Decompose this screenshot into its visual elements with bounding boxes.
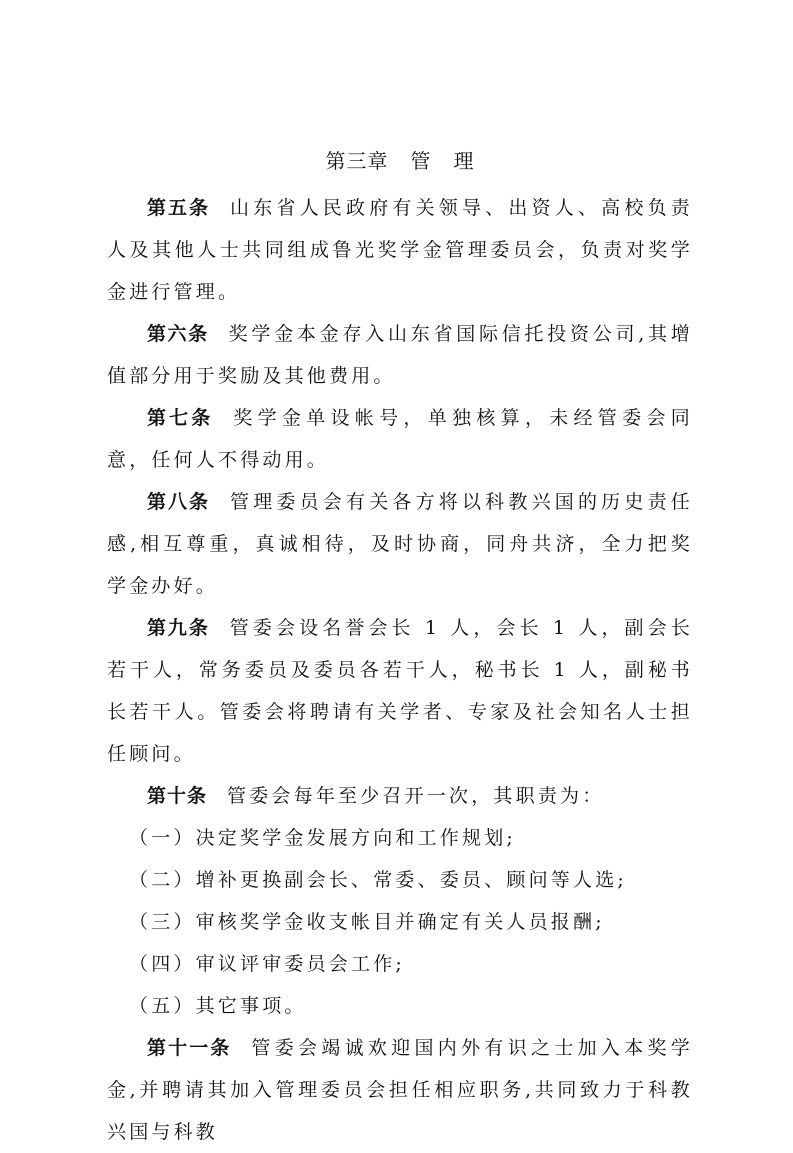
- article-11: [107, 1027, 693, 1153]
- article-text: 管委会每年至少召开一次，其职责为：: [227, 785, 605, 807]
- article-label: 第八条: [147, 491, 210, 513]
- article-text: 山东省人民政府有关领导、出资人、高校负责人及其他人士共同组成鲁光奖学金管理委员会，负责对奖学金进行管理。: [107, 197, 693, 303]
- chapter-number: 第三章: [325, 149, 389, 173]
- duty-item-5: （五）其它事项。: [129, 995, 307, 1017]
- article-text: 奖学金本金存入山东省国际信托投资公司,其增值部分用于奖励及其他费用。: [107, 323, 693, 387]
- article-7: [107, 397, 693, 481]
- duty-item-4: （四）审议评审委员会工作;: [129, 953, 406, 975]
- duty-item-3: （三）审核奖学金收支帐目并确定有关人员报酬;: [129, 911, 605, 933]
- article-label: 第六条: [147, 323, 209, 345]
- article-text: 管理委员会有关各方将以科教兴国的历史责任感,相互尊重，真诚相待，及时协商，同舟共济，全力把奖学金办好。: [107, 491, 693, 597]
- chapter-name-char-2: 理: [453, 149, 475, 173]
- document-page: [107, 145, 693, 1153]
- duty-item-1: （一）决定奖学金发展方向和工作规划;: [129, 827, 517, 849]
- chapter-name-char-1: 管: [410, 149, 432, 173]
- article-5: [107, 187, 693, 313]
- article-text: 奖学金单设帐号，单独核算，未经管委会同意，任何人不得动用。: [107, 407, 693, 471]
- article-text: 管委会设名誉会长 1 人，会长 1 人，副会长若干人，常务委员及委员各若干人，秘书长 1 人，副秘书长若干人。管委会将聘请有关学者、专家及社会知名人士担任顾问。: [107, 617, 693, 765]
- article-8: [107, 481, 693, 607]
- duty-item-2: （二）增补更换副会长、常委、委员、顾问等人选;: [129, 869, 628, 891]
- article-label: 第七条: [147, 407, 214, 429]
- article-6: [107, 313, 693, 397]
- chapter-title: [107, 145, 693, 177]
- article-10: [107, 775, 693, 817]
- article-label: 第九条: [147, 617, 210, 639]
- article-text: 管委会竭诚欢迎国内外有识之士加入本奖学金,并聘请其加入管理委员会担任相应职务,共同致力于科教兴国与科教: [107, 1037, 693, 1143]
- article-label: 第十一条: [147, 1037, 232, 1059]
- article-label: 第五条: [147, 197, 210, 219]
- article-label: 第十条: [147, 785, 208, 807]
- article-9: [107, 607, 693, 775]
